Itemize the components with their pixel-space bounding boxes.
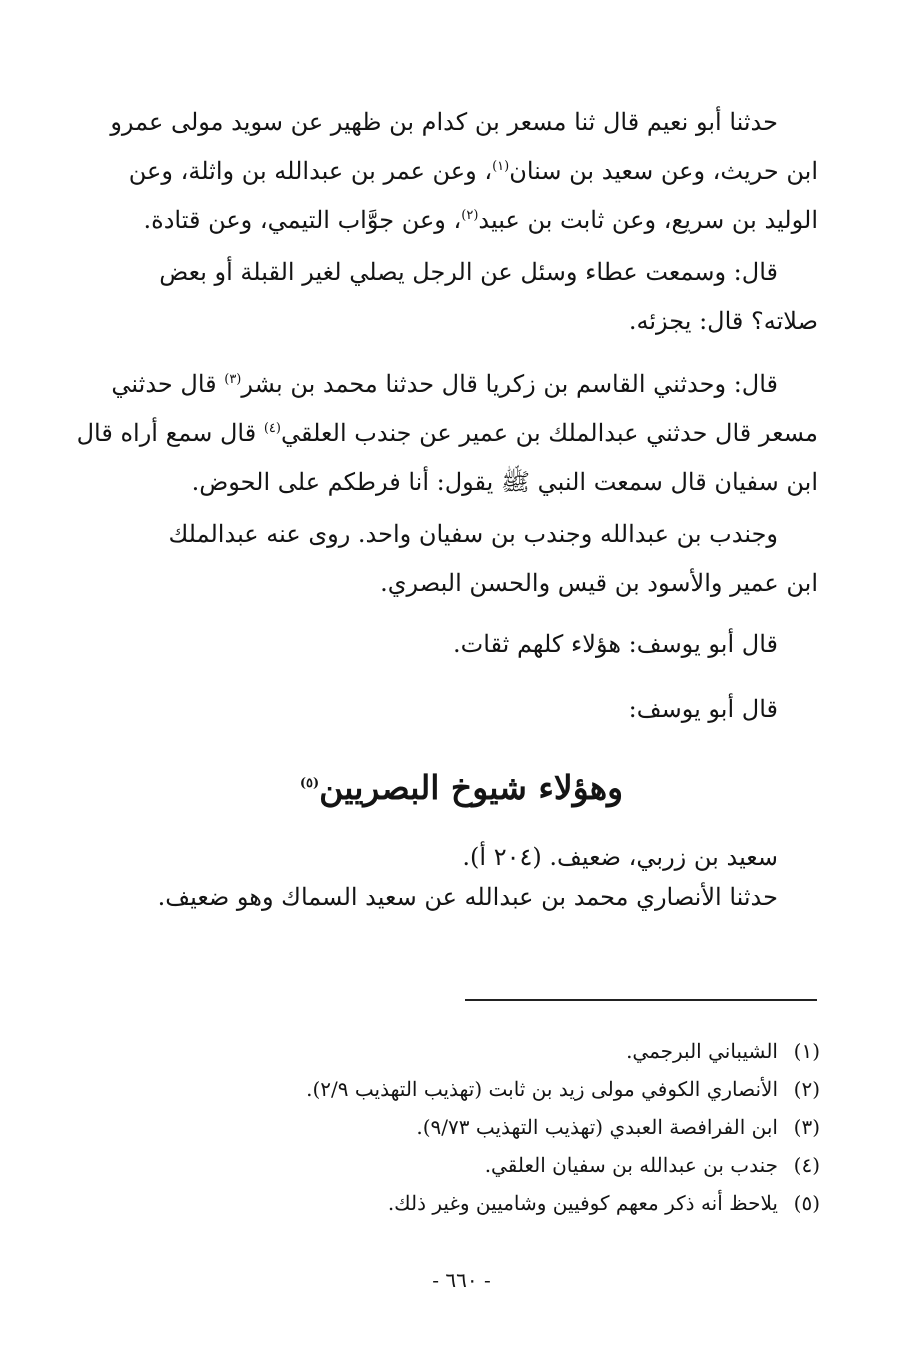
text-segment: ابن حريث، وعن سعيد بن سنان: [509, 157, 818, 185]
text-line: صلاته؟ قال: يجزئه.: [628, 307, 818, 335]
text-line: قال أبو يوسف:: [628, 695, 778, 723]
text-line: [106, 147, 818, 196]
text-segment: ، وعن جوَّاب التيمي، وعن قتادة.: [143, 206, 462, 234]
text-segment: قال: وحدثني القاسم بن زكريا قال حدثنا محمد بن بشر: [241, 370, 778, 398]
text-segment: ، وعن عمر بن عبدالله بن واثلة، وعن: [128, 157, 493, 185]
text-line: [106, 196, 818, 245]
paragraph-abu-yusuf-thiqat: [106, 620, 818, 669]
footnote: [416, 1108, 820, 1146]
text-line: حدثنا الأنصاري محمد بن عبدالله عن سعيد السماك وهو ضعيف.: [157, 883, 778, 911]
text-line: [106, 360, 818, 409]
footnote-text: الشيباني البرجمي.: [626, 1039, 778, 1063]
footnote-text: ابن الفرافصة العبدي (تهذيب التهذيب ٩/٧٣).: [416, 1115, 778, 1139]
text-segment: مسعر قال حدثني عبدالملك بن عمير عن جندب العلقي: [280, 419, 818, 447]
paragraph-said-bin-zurbi: [106, 837, 818, 917]
text-segment: قال حدثني: [111, 370, 225, 398]
text-line: قال: وسمعت عطاء وسئل عن الرجل يصلي لغير القبلة أو بعض: [159, 258, 778, 286]
text-segment: قال سمع أراه قال: [76, 419, 264, 447]
footnote-text: يلاحظ أنه ذكر معهم كوفيين وشاميين وغير ذلك.: [387, 1191, 778, 1215]
heading-text: وهؤلاء شيوخ البصريين: [319, 768, 624, 807]
text-line: ابن عمير والأسود بن قيس والحسن البصري.: [380, 569, 818, 597]
paragraph-hadith-abu-nuaim: [106, 98, 818, 245]
footnote-ref: (٣): [224, 372, 242, 387]
text-segment: الوليد بن سريع، وعن ثابت بن عبيد: [478, 206, 818, 234]
text-line: سعيد بن زربي، ضعيف. (٢٠٤ أ).: [462, 843, 778, 871]
footnote-number: (٣): [793, 1115, 820, 1139]
paragraph-ata-qibla: [106, 248, 818, 346]
paragraph-abu-yusuf: [106, 685, 818, 734]
paragraph-jundub: [106, 510, 818, 608]
text-line: وجندب بن عبدالله وجندب بن سفيان واحد. روى عنه عبدالملك: [168, 520, 778, 548]
footnote-number: (٥): [793, 1191, 820, 1215]
footnote: [388, 1184, 820, 1222]
footnote-ref: (١): [492, 159, 510, 174]
footnote-ref: (٥): [299, 776, 320, 791]
footnote-number: (٢): [793, 1077, 820, 1101]
text-line: حدثنا أبو نعيم قال ثنا مسعر بن كدام بن ظهير عن سويد مولى عمرو: [110, 108, 778, 136]
paragraph-qasim-hawd: [76, 360, 818, 507]
footnote: [485, 1146, 820, 1184]
footnote-ref: (٤): [263, 421, 281, 436]
text-line: ابن سفيان قال سمعت النبي ﷺ يقول: أنا فرطكم على الحوض.: [191, 468, 818, 496]
text-line: [76, 409, 818, 458]
footnote-number: (١): [793, 1039, 820, 1063]
footnote-divider: [465, 999, 817, 1001]
section-heading: [0, 768, 923, 807]
footnote: [306, 1070, 820, 1108]
footnote-ref: (٢): [461, 208, 479, 223]
footnote-text: الأنصاري الكوفي مولى زيد بن ثابت (تهذيب التهذيب ٢/٩).: [306, 1077, 778, 1101]
footnote: [626, 1032, 820, 1070]
footnote-number: (٤): [793, 1153, 820, 1177]
text-line: قال أبو يوسف: هؤلاء كلهم ثقات.: [452, 630, 778, 658]
page-number: - ٦٦٠ -: [432, 1268, 491, 1292]
footnote-text: جندب بن عبدالله بن سفيان العلقي.: [484, 1153, 778, 1177]
